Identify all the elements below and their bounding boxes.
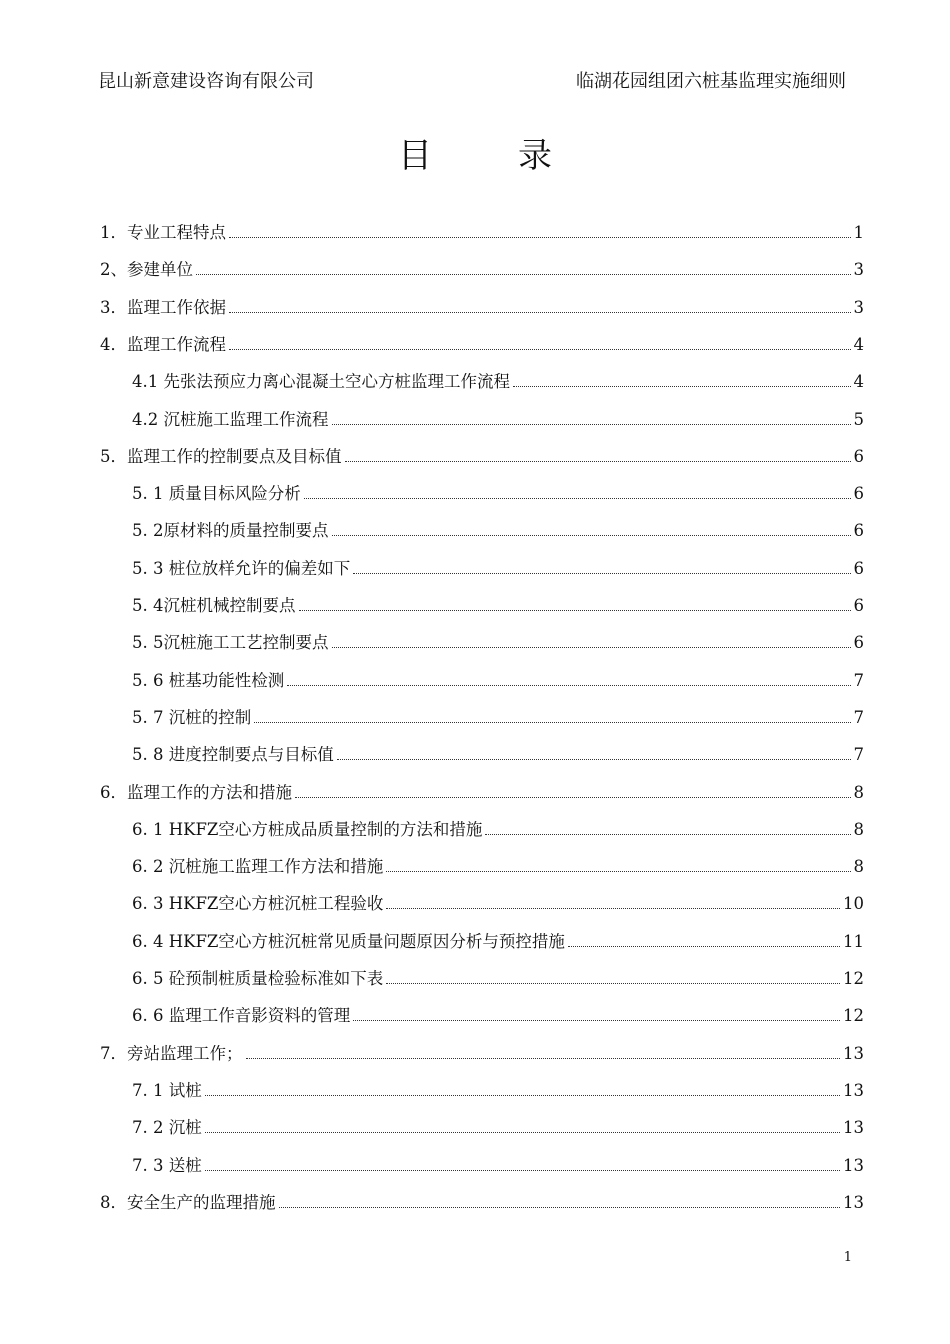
toc-entry[interactable] [132,512,864,549]
toc-dot-leader [229,237,851,238]
toc-entry-page: 6 [853,633,864,653]
toc-entry-title: 6. 1 HKFZ空心方桩成品质量控制的方法和措施 [132,819,483,839]
toc-entry-title: 2、参建单位 [100,260,193,280]
toc-entry-page: 13 [843,1080,864,1100]
toc-entry-page: 1 [853,223,864,242]
toc-entry[interactable] [100,1184,864,1221]
toc-entry[interactable] [132,363,864,400]
toc-entry-title: 7. 1 试桩 [132,1080,202,1100]
toc-entry[interactable] [132,475,864,512]
toc-entry[interactable] [132,624,864,661]
toc-dot-leader [332,535,851,536]
toc-dot-leader [386,871,850,872]
toc-entry-page: 7 [853,745,864,765]
toc-dot-leader [295,797,851,798]
toc-entry-title: 6．监理工作的方法和措施 [100,782,292,802]
toc-dot-leader [205,1095,840,1096]
toc-entry-title: 5. 2原材料的质量控制要点 [132,521,329,541]
toc-dot-leader [513,386,851,387]
toc-entry[interactable] [100,1035,864,1072]
toc-entry-title: 5. 8 进度控制要点与目标值 [132,745,334,765]
toc-entry[interactable] [100,289,864,326]
toc-dot-leader [386,983,840,984]
toc-dot-leader [205,1170,840,1171]
toc-entry-page: 7 [853,670,864,690]
page-header [98,66,846,94]
toc-entry-page: 3 [853,297,864,317]
toc-entry-title: 4.2 沉桩施工监理工作流程 [132,409,329,429]
toc-entry[interactable] [132,923,864,960]
toc-dot-leader [279,1207,841,1208]
toc-dot-leader [568,946,840,947]
toc-entry[interactable] [132,1072,864,1109]
toc-dot-leader [229,312,851,313]
toc-entry-title: 7．旁站监理工作； [100,1043,243,1063]
toc-entry-page: 13 [843,1192,864,1212]
toc-entry-title: 5. 6 桩基功能性检测 [132,670,285,690]
toc-entry-title: 5. 7 沉桩的控制 [132,707,252,727]
toc-entry-title: 6. 2 沉桩施工监理工作方法和措施 [132,857,384,877]
toc-dot-leader [353,573,850,574]
toc-dot-leader [287,685,850,686]
toc-entry[interactable] [100,251,864,288]
toc-entry-page: 7 [853,707,864,727]
toc-entry[interactable] [132,811,864,848]
toc-entry-page: 6 [853,484,864,504]
toc-entry[interactable] [132,550,864,587]
toc-entry-page: 8 [853,857,864,877]
toc-entry-title: 6. 5 砼预制桩质量检验标准如下表 [132,969,384,988]
toc-entry-title: 7. 3 送桩 [132,1155,202,1175]
toc-entry-title: 6. 3 HKFZ空心方桩沉桩工程验收 [132,894,384,914]
toc-entry[interactable] [132,1147,864,1184]
toc-entry-title: 5. 4沉桩机械控制要点 [132,596,296,615]
toc-dot-leader [304,498,851,499]
toc-entry-page: 11 [843,931,864,951]
toc-entry-page: 10 [843,894,864,914]
toc-dot-leader [485,834,850,835]
toc-entry[interactable] [132,960,864,997]
toc-entry[interactable] [132,736,864,773]
toc-entry[interactable] [132,662,864,699]
toc-entry-title: 6. 4 HKFZ空心方桩沉桩常见质量问题原因分析与预控措施 [132,931,565,951]
toc-entry-page: 8 [853,782,864,802]
toc-entry[interactable] [132,885,864,922]
toc-title [0,128,950,177]
toc-entry-page: 13 [843,1043,864,1063]
toc-dot-leader [196,274,851,275]
toc-entry-title: 7. 2 沉桩 [132,1118,202,1138]
toc-entry-page: 6 [853,521,864,541]
toc-entry[interactable] [132,699,864,736]
toc-entry-page: 8 [853,819,864,839]
toc-entry[interactable] [132,997,864,1034]
toc-entry[interactable] [132,401,864,438]
toc-entry-page: 6 [853,558,864,578]
toc-entry-page: 6 [853,446,864,466]
page-number: 1 [843,1250,852,1265]
toc-entry[interactable] [100,438,864,475]
toc-entry-title: 5．监理工作的控制要点及目标值 [100,446,342,466]
toc-entry-title: 5. 3 桩位放样允许的偏差如下 [132,558,351,578]
toc-dot-leader [299,610,851,611]
toc-dot-leader [353,1020,840,1021]
toc-entry-page: 13 [843,1155,864,1175]
toc-dot-leader [205,1132,840,1133]
toc-dot-leader [345,461,851,462]
toc-entry[interactable] [100,326,864,363]
toc-entry-page: 3 [853,260,864,280]
toc-entry-page: 12 [843,969,864,988]
toc-dot-leader [229,349,851,350]
header-company: 昆山新意建设咨询有限公司 [98,71,314,92]
toc-entry-page: 12 [843,1006,864,1026]
toc-dot-leader [254,722,850,723]
toc-entry-page: 6 [853,596,864,615]
toc-dot-leader [332,424,851,425]
toc-entry[interactable] [100,774,864,811]
toc-entry-title: 6. 6 监理工作音影资料的管理 [132,1006,351,1026]
toc-entry-page: 4 [853,334,864,354]
toc-entry-title: 8．安全生产的监理措施 [100,1192,276,1212]
toc-entry[interactable] [100,214,864,251]
toc-entry-title: 5. 5沉桩施工工艺控制要点 [132,633,329,653]
toc-entry-page: 5 [853,409,864,429]
toc-dot-leader [332,647,851,648]
toc-entry-page: 13 [843,1118,864,1138]
toc-entry-title: 4．监理工作流程 [100,334,226,354]
toc-dot-leader [386,908,840,909]
toc-entry[interactable] [132,1109,864,1146]
toc-entry[interactable] [132,587,864,624]
header-document-title: 临湖花园组团六桩基监理实施细则 [576,71,846,92]
toc-entry[interactable] [132,848,864,885]
toc-entry-title: 1．专业工程特点 [100,223,226,242]
toc-dot-leader [246,1058,841,1059]
toc-dot-leader [337,759,851,760]
toc-entry-title: 3．监理工作依据 [100,297,226,317]
toc-entry-title: 4.1 先张法预应力离心混凝土空心方桩监理工作流程 [132,372,510,392]
toc-title-char-2: 录 [518,136,552,176]
toc-title-char-1: 目 [398,136,432,176]
toc-entry-title: 5. 1 质量目标风险分析 [132,484,301,504]
toc-entry-page: 4 [853,372,864,392]
